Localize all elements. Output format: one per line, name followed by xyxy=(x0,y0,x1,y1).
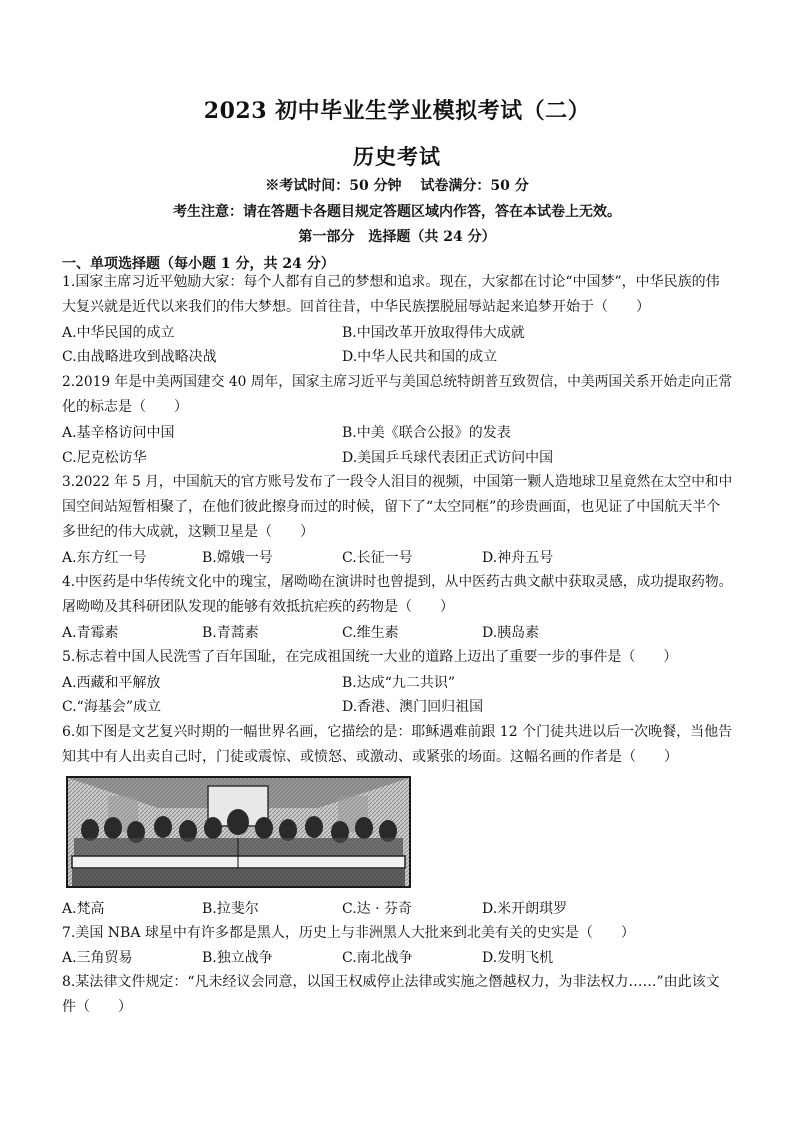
question-5-option-b: B.达成“九二共识” xyxy=(342,675,456,691)
question-8-line-2: 件（ ） xyxy=(62,999,132,1015)
question-6-option-d: D.米开朗琪罗 xyxy=(482,901,568,917)
exam-title: 2023 初中毕业生学业模拟考试（二） xyxy=(203,98,591,124)
question-6-option-a: A.梵高 xyxy=(62,901,105,917)
question-1-option-b: B.中国改革开放取得伟大成就 xyxy=(342,325,525,341)
question-2-line-1: 2.2019 年是中美两国建交 40 周年，国家主席习近平与美国总统特朗普互致贺信，中美两国关系开始走向正常 xyxy=(62,374,733,390)
question-3-option-c: C.长征一号 xyxy=(342,550,413,566)
question-7-line-1: 7.美国 NBA 球星中有许多都是黑人，历史上与非洲黑人大批来到北美有关的史实是（ ） xyxy=(62,925,635,941)
question-5-option-c: C.“海基会”成立 xyxy=(62,699,161,715)
painting-table-base xyxy=(72,868,405,886)
exam-notice: 考生注意：请在答题卡各题目规定答题区域内作答，答在本试卷上无效。 xyxy=(173,204,621,220)
question-1-line-1: 1.国家主席习近平勉励大家：每个人都有自己的梦想和追求。现在，大家都在讨论“中国梦”，中华民族的伟 xyxy=(62,274,720,290)
question-2-option-a: A.基辛格访问中国 xyxy=(62,425,175,441)
question-7-option-c: C.南北战争 xyxy=(342,950,413,966)
question-4-line-1: 4.中医药是中华传统文化中的瑰宝，屠呦呦在演讲时也曾提到，从中医药古典文献中获取灵感，成功提取药物。 xyxy=(62,574,733,590)
question-1-option-c: C.由战略进攻到战略决战 xyxy=(62,349,217,365)
section-title: 一、单项选择题（每小题 1 分，共 24 分） xyxy=(62,256,335,272)
question-5-option-a: A.西藏和平解放 xyxy=(62,675,161,691)
question-3-option-b: B.嫦娥一号 xyxy=(202,550,273,566)
question-4-option-b: B.青蒿素 xyxy=(202,625,259,641)
painting-image xyxy=(68,778,409,886)
question-7-option-a: A.三角贸易 xyxy=(62,950,133,966)
question-4-option-c: C.维生素 xyxy=(342,625,399,641)
question-6-option-c: C.达 · 芬奇 xyxy=(342,901,413,917)
question-3-option-d: D.神舟五号 xyxy=(482,550,554,566)
question-1-option-a: A.中华民国的成立 xyxy=(62,325,175,341)
question-2-option-c: C.尼克松访华 xyxy=(62,450,147,466)
question-6-line-1: 6.如下图是文艺复兴时期的一幅世界名画，它描绘的是：耶稣遇难前跟 12 个门徒共进以后一次晚餐，当他告 xyxy=(62,724,733,740)
question-6-line-2: 知其中有人出卖自己时，门徒或震惊、或愤怒、或激动、或紧张的场面。这幅名画的作者是（ ） xyxy=(62,749,678,765)
question-4-line-2: 屠呦呦及其科研团队发现的能够有效抵抗疟疾的药物是（ ） xyxy=(62,599,454,615)
exam-subject-title: 历史考试 xyxy=(353,144,441,169)
question-2-option-d: D.美国乒乓球代表团正式访问中国 xyxy=(342,450,554,466)
question-2-option-b: B.中美《联合公报》的发表 xyxy=(342,425,511,441)
question-3-option-a: A.东方红一号 xyxy=(62,550,147,566)
question-1-line-2: 大复兴就是近代以来我们的伟大梦想。回首往昔，中华民族摆脱屈辱站起来追梦开始于（ ） xyxy=(62,299,650,315)
last-supper-painting xyxy=(66,776,411,888)
question-4-option-a: A.青霉素 xyxy=(62,625,119,641)
question-2-line-2: 化的标志是（ ） xyxy=(62,399,188,415)
question-8-line-1: 8.某法律文件规定：“凡未经议会同意，以国王权威停止法律或实施之僭越权力，为非法权力……”由此该文 xyxy=(62,974,720,990)
part-one-title: 第一部分 选择题（共 24 分） xyxy=(298,229,496,245)
question-5-option-d: D.香港、澳门回归祖国 xyxy=(342,699,484,715)
exam-time-score-info: ※考试时间：50 分钟 试卷满分：50 分 xyxy=(265,178,529,194)
question-7-option-d: D.发明飞机 xyxy=(482,950,554,966)
question-7-option-b: B.独立战争 xyxy=(202,950,273,966)
question-3-line-3: 多世纪的伟大成就，这颗卫星是（ ） xyxy=(62,524,314,540)
question-3-line-2: 国空间站短暂相聚了，在他们彼此擦身而过的时候，留下了“太空同框”的珍贵画面，也见证了中国航天半个 xyxy=(62,499,721,515)
question-4-option-d: D.胰岛素 xyxy=(482,625,540,641)
question-5-line-1: 5.标志着中国人民洗雪了百年国耻，在完成祖国统一大业的道路上迈出了重要一步的事件是（ ） xyxy=(62,649,678,665)
question-3-line-1: 3.2022 年 5 月，中国航天的官方账号发布了一段令人泪目的视频，中国第一颗人造地球卫星竟然在太空中和中 xyxy=(62,474,733,490)
question-1-option-d: D.中华人民共和国的成立 xyxy=(342,349,498,365)
question-6-option-b: B.拉斐尔 xyxy=(202,901,259,917)
